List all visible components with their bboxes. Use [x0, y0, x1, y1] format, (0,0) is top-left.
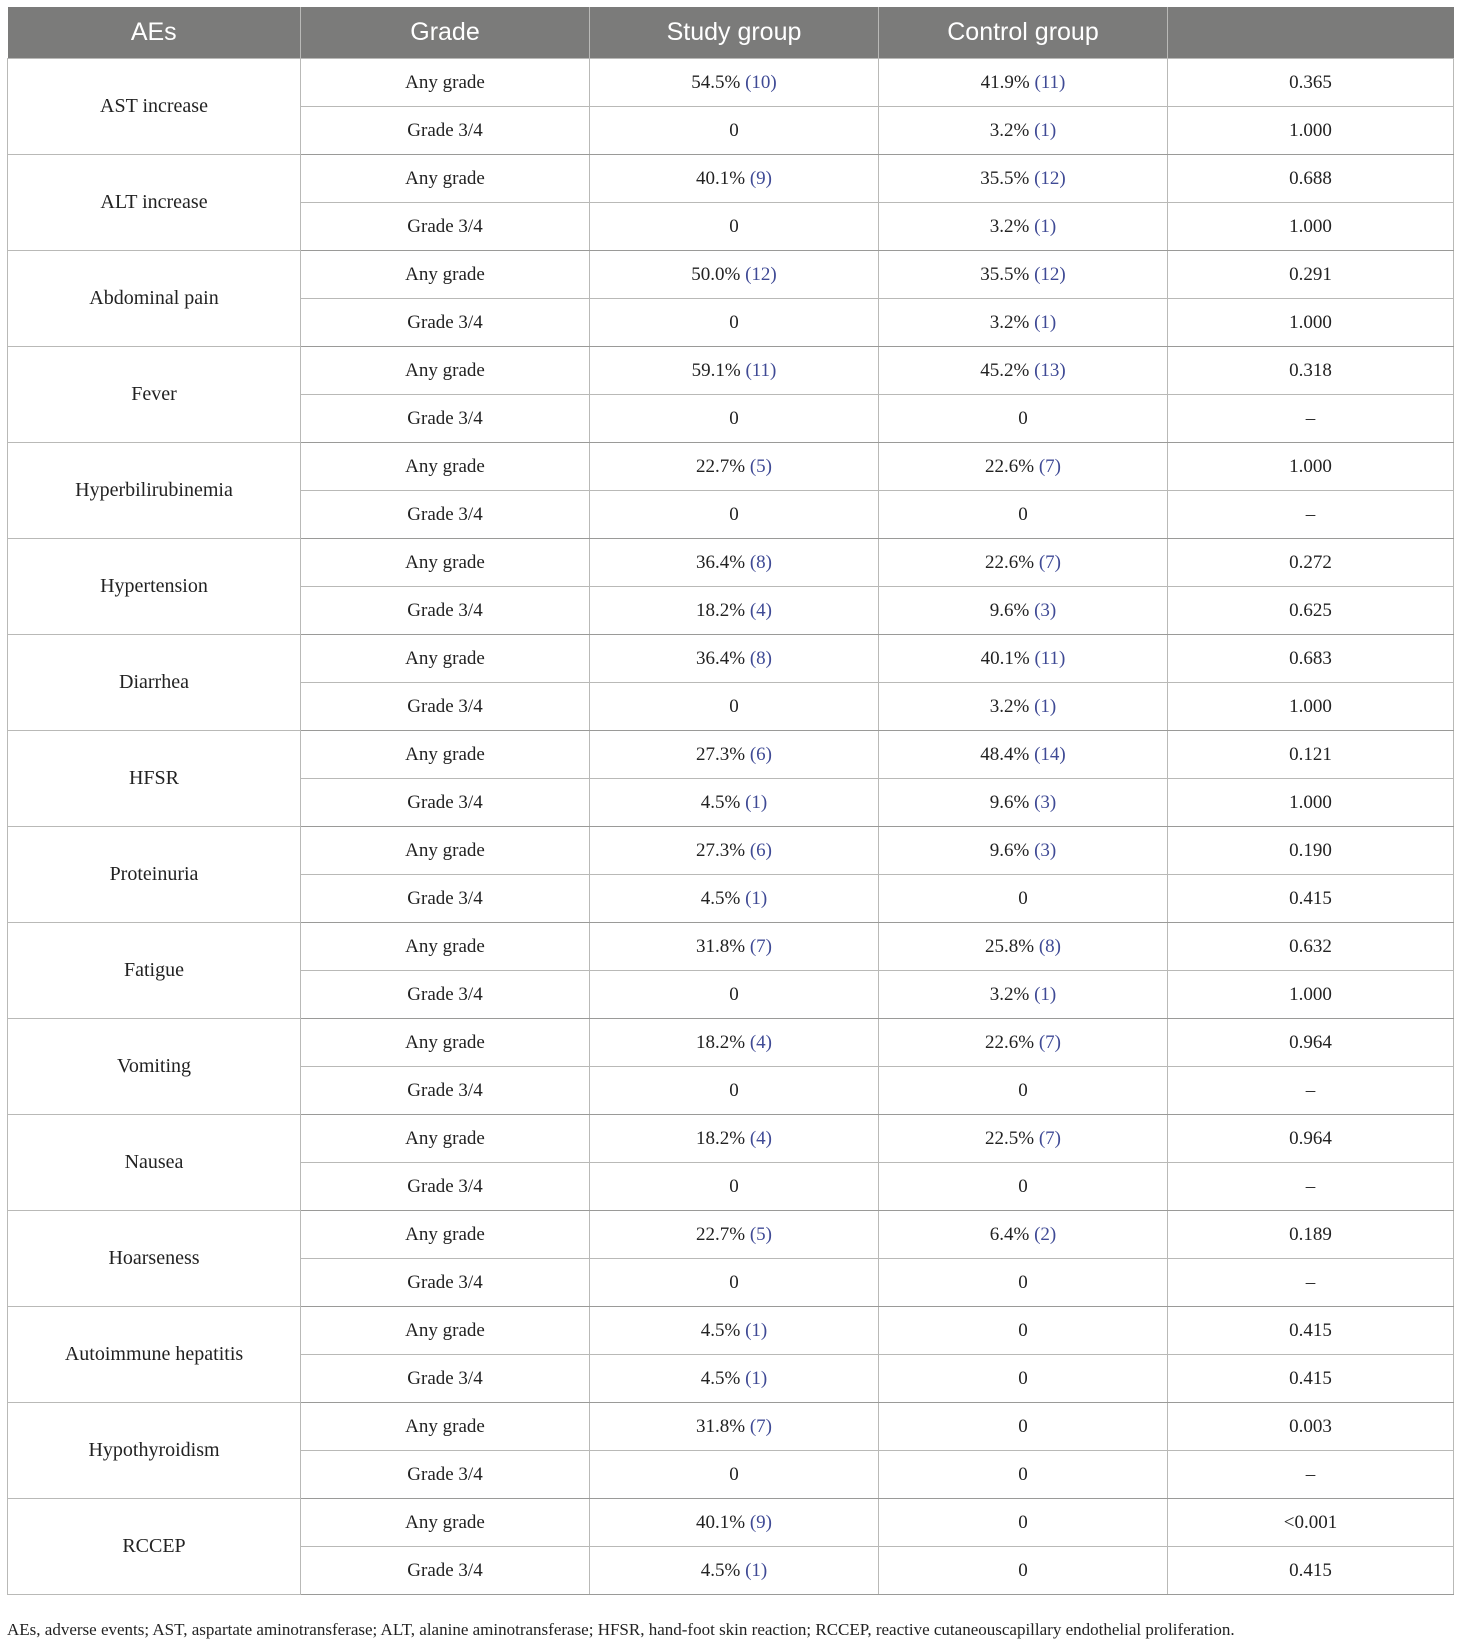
control-group-cell-count: (11) [1034, 71, 1066, 93]
control-group-cell-count: (7) [1038, 551, 1061, 573]
control-group-cell: 0 [879, 395, 1168, 443]
p-value-cell: 1.000 [1168, 107, 1454, 155]
grade-cell: Any grade [301, 347, 590, 395]
control-group-cell: 0 [879, 1499, 1168, 1547]
grade-cell: Grade 3/4 [301, 1163, 590, 1211]
study-group-cell-percent: 40.1% [696, 1511, 750, 1533]
study-group-cell-percent: 36.4% [696, 647, 750, 669]
ae-name-cell: Fever [8, 347, 301, 443]
header-p-value [1168, 7, 1454, 59]
control-group-cell-count: (1) [1034, 311, 1057, 333]
p-value-cell: <0.001 [1168, 1499, 1454, 1547]
study-group-cell [590, 539, 879, 587]
control-group-cell-count: (7) [1038, 455, 1061, 477]
control-group-cell-count: (1) [1034, 119, 1057, 141]
study-group-cell-count: (1) [745, 791, 768, 813]
control-group-cell [879, 827, 1168, 875]
control-group-cell [879, 971, 1168, 1019]
study-group-cell-percent: 4.5% [700, 1559, 746, 1581]
study-group-cell: 0 [590, 107, 879, 155]
study-group-cell-percent: 22.7% [696, 455, 750, 477]
control-group-cell-percent: 9.6% [989, 791, 1035, 813]
control-group-cell [879, 587, 1168, 635]
control-group-cell-percent: 41.9% [980, 71, 1035, 93]
grade-cell: Grade 3/4 [301, 1067, 590, 1115]
study-group-cell-percent: 40.1% [696, 167, 750, 189]
study-group-cell-percent: 18.2% [696, 1031, 750, 1053]
table-header [8, 7, 1454, 59]
p-value-cell: 1.000 [1168, 203, 1454, 251]
control-group-cell-percent: 25.8% [985, 935, 1039, 957]
ae-name-cell: Hypothyroidism [8, 1403, 301, 1499]
control-group-cell: 0 [879, 491, 1168, 539]
table-row [8, 635, 1454, 683]
control-group-cell [879, 1211, 1168, 1259]
grade-cell: Grade 3/4 [301, 1355, 590, 1403]
control-group-cell [879, 347, 1168, 395]
grade-cell: Any grade [301, 1115, 590, 1163]
control-group-cell [879, 299, 1168, 347]
study-group-cell [590, 779, 879, 827]
study-group-cell-count: (1) [745, 887, 768, 909]
study-group-cell-count: (9) [749, 167, 772, 189]
control-group-cell-count: (2) [1034, 1223, 1057, 1245]
study-group-cell [590, 1403, 879, 1451]
control-group-cell-count: (12) [1034, 167, 1066, 189]
control-group-cell-percent: 22.6% [985, 551, 1039, 573]
study-group-cell-count: (4) [749, 1031, 772, 1053]
grade-cell: Grade 3/4 [301, 1259, 590, 1307]
p-value-cell: 0.415 [1168, 1355, 1454, 1403]
table-row [8, 155, 1454, 203]
study-group-cell-percent: 4.5% [700, 1319, 746, 1341]
control-group-cell [879, 155, 1168, 203]
study-group-cell-count: (5) [749, 1223, 772, 1245]
control-group-cell-percent: 35.5% [980, 263, 1035, 285]
ae-name-cell: Hoarseness [8, 1211, 301, 1307]
study-group-cell [590, 635, 879, 683]
control-group-cell-percent: 9.6% [989, 599, 1035, 621]
grade-cell: Any grade [301, 59, 590, 107]
p-value-cell: 0.291 [1168, 251, 1454, 299]
study-group-cell [590, 443, 879, 491]
p-value-cell: 0.189 [1168, 1211, 1454, 1259]
grade-cell: Any grade [301, 827, 590, 875]
study-group-cell-count: (7) [749, 1415, 772, 1437]
study-group-cell-percent: 36.4% [696, 551, 750, 573]
control-group-cell [879, 923, 1168, 971]
ae-name-cell: Proteinuria [8, 827, 301, 923]
p-value-cell: 0.632 [1168, 923, 1454, 971]
control-group-cell-count: (3) [1034, 599, 1057, 621]
grade-cell: Any grade [301, 635, 590, 683]
study-group-cell [590, 587, 879, 635]
study-group-cell-percent: 27.3% [696, 743, 750, 765]
grade-cell: Grade 3/4 [301, 683, 590, 731]
control-group-cell-count: (7) [1038, 1031, 1061, 1053]
control-group-cell-percent: 22.5% [985, 1127, 1039, 1149]
ae-name-cell: AST increase [8, 59, 301, 155]
control-group-cell-percent: 35.5% [980, 167, 1035, 189]
control-group-cell-count: (1) [1034, 983, 1057, 1005]
study-group-cell: 0 [590, 1451, 879, 1499]
table-row [8, 251, 1454, 299]
control-group-cell [879, 635, 1168, 683]
study-group-cell-count: (10) [745, 71, 777, 93]
control-group-cell [879, 107, 1168, 155]
study-group-cell-percent: 31.8% [696, 1415, 750, 1437]
table-row [8, 827, 1454, 875]
table-footnote: AEs, adverse events; AST, aspartate aminotransferase; ALT, alanine aminotransferase; HFSR, hand-foot skin reaction; RCCEP, reactive cutaneouscapillary endothelial proliferation. [7, 1620, 1235, 1639]
p-value-cell: 1.000 [1168, 443, 1454, 491]
control-group-cell-percent: 3.2% [989, 311, 1035, 333]
grade-cell: Any grade [301, 731, 590, 779]
study-group-cell: 0 [590, 1163, 879, 1211]
p-value-cell: 0.318 [1168, 347, 1454, 395]
control-group-cell-percent: 40.1% [980, 647, 1035, 669]
table-row [8, 1115, 1454, 1163]
header-row [8, 7, 1454, 59]
control-group-cell-count: (1) [1034, 695, 1057, 717]
ae-name-cell: Nausea [8, 1115, 301, 1211]
table-row [8, 347, 1454, 395]
control-group-cell-percent: 6.4% [989, 1223, 1035, 1245]
study-group-cell-count: (1) [745, 1559, 768, 1581]
ae-name-cell: Diarrhea [8, 635, 301, 731]
study-group-cell-count: (4) [749, 599, 772, 621]
p-value-cell: 0.415 [1168, 875, 1454, 923]
header-aes: AEs [8, 7, 301, 59]
ae-name-cell: Autoimmune hepatitis [8, 1307, 301, 1403]
study-group-cell-count: (8) [749, 647, 772, 669]
control-group-cell [879, 539, 1168, 587]
ae-name-cell: RCCEP [8, 1499, 301, 1595]
table-row [8, 731, 1454, 779]
study-group-cell [590, 1355, 879, 1403]
control-group-cell-count: (8) [1038, 935, 1061, 957]
study-group-cell [590, 1115, 879, 1163]
table-body [8, 59, 1454, 1595]
grade-cell: Any grade [301, 251, 590, 299]
p-value-cell: 1.000 [1168, 971, 1454, 1019]
grade-cell: Any grade [301, 1403, 590, 1451]
study-group-cell [590, 1307, 879, 1355]
ae-name-cell: Hyperbilirubinemia [8, 443, 301, 539]
control-group-cell [879, 59, 1168, 107]
control-group-cell: 0 [879, 1403, 1168, 1451]
grade-cell: Any grade [301, 443, 590, 491]
table-row [8, 539, 1454, 587]
control-group-cell-count: (3) [1034, 791, 1057, 813]
p-value-cell: 0.121 [1168, 731, 1454, 779]
p-value-cell: 0.964 [1168, 1115, 1454, 1163]
p-value-cell: 1.000 [1168, 779, 1454, 827]
p-value-cell: 0.415 [1168, 1547, 1454, 1595]
study-group-cell [590, 923, 879, 971]
control-group-cell [879, 683, 1168, 731]
control-group-cell: 0 [879, 1547, 1168, 1595]
study-group-cell-percent: 18.2% [696, 599, 750, 621]
grade-cell: Grade 3/4 [301, 107, 590, 155]
p-value-cell: – [1168, 395, 1454, 443]
adverse-events-table [7, 7, 1454, 1595]
study-group-cell [590, 347, 879, 395]
p-value-cell: 1.000 [1168, 683, 1454, 731]
study-group-cell [590, 155, 879, 203]
p-value-cell: – [1168, 491, 1454, 539]
control-group-cell-count: (11) [1034, 647, 1066, 669]
study-group-cell [590, 59, 879, 107]
p-value-cell: 0.272 [1168, 539, 1454, 587]
study-group-cell-percent: 18.2% [696, 1127, 750, 1149]
p-value-cell: – [1168, 1259, 1454, 1307]
control-group-cell: 0 [879, 1355, 1168, 1403]
study-group-cell-percent: 4.5% [700, 1367, 746, 1389]
ae-name-cell: Fatigue [8, 923, 301, 1019]
study-group-cell-count: (1) [745, 1319, 768, 1341]
grade-cell: Grade 3/4 [301, 203, 590, 251]
grade-cell: Any grade [301, 1019, 590, 1067]
control-group-cell: 0 [879, 1259, 1168, 1307]
table-row [8, 1019, 1454, 1067]
study-group-cell-count: (6) [749, 839, 772, 861]
study-group-cell-count: (6) [749, 743, 772, 765]
control-group-cell-count: (7) [1038, 1127, 1061, 1149]
study-group-cell-percent: 22.7% [696, 1223, 750, 1245]
control-group-cell-percent: 45.2% [980, 359, 1035, 381]
study-group-cell-percent: 54.5% [691, 71, 746, 93]
control-group-cell [879, 203, 1168, 251]
p-value-cell: 0.688 [1168, 155, 1454, 203]
ae-name-cell: HFSR [8, 731, 301, 827]
study-group-cell: 0 [590, 1067, 879, 1115]
ae-name-cell: ALT increase [8, 155, 301, 251]
table-row [8, 1499, 1454, 1547]
control-group-cell-count: (3) [1034, 839, 1057, 861]
grade-cell: Any grade [301, 1499, 590, 1547]
table-row [8, 1211, 1454, 1259]
grade-cell: Grade 3/4 [301, 395, 590, 443]
table-row [8, 59, 1454, 107]
grade-cell: Grade 3/4 [301, 299, 590, 347]
adverse-events-table-container [7, 7, 1453, 1595]
study-group-cell: 0 [590, 971, 879, 1019]
study-group-cell-count: (1) [745, 1367, 768, 1389]
study-group-cell [590, 875, 879, 923]
ae-name-cell: Hypertension [8, 539, 301, 635]
control-group-cell-percent: 9.6% [989, 839, 1035, 861]
grade-cell: Any grade [301, 539, 590, 587]
header-control-group: Control group [879, 7, 1168, 59]
control-group-cell-percent: 3.2% [989, 215, 1035, 237]
table-row [8, 923, 1454, 971]
p-value-cell: 0.415 [1168, 1307, 1454, 1355]
study-group-cell-percent: 4.5% [700, 887, 746, 909]
control-group-cell: 0 [879, 1307, 1168, 1355]
study-group-cell: 0 [590, 203, 879, 251]
study-group-cell-count: (12) [745, 263, 777, 285]
control-group-cell: 0 [879, 1451, 1168, 1499]
grade-cell: Grade 3/4 [301, 875, 590, 923]
control-group-cell [879, 1115, 1168, 1163]
grade-cell: Grade 3/4 [301, 587, 590, 635]
study-group-cell-count: (9) [749, 1511, 772, 1533]
study-group-cell-count: (4) [749, 1127, 772, 1149]
grade-cell: Grade 3/4 [301, 1547, 590, 1595]
study-group-cell-percent: 27.3% [696, 839, 750, 861]
control-group-cell-percent: 22.6% [985, 1031, 1039, 1053]
table-row [8, 1403, 1454, 1451]
control-group-cell [879, 1019, 1168, 1067]
control-group-cell-percent: 48.4% [980, 743, 1035, 765]
study-group-cell [590, 1499, 879, 1547]
grade-cell: Any grade [301, 923, 590, 971]
study-group-cell [590, 251, 879, 299]
p-value-cell: – [1168, 1163, 1454, 1211]
p-value-cell: 0.003 [1168, 1403, 1454, 1451]
control-group-cell-percent: 22.6% [985, 455, 1039, 477]
grade-cell: Any grade [301, 155, 590, 203]
p-value-cell: 1.000 [1168, 299, 1454, 347]
study-group-cell [590, 1211, 879, 1259]
study-group-cell-count: (8) [749, 551, 772, 573]
study-group-cell: 0 [590, 683, 879, 731]
control-group-cell: 0 [879, 1163, 1168, 1211]
study-group-cell [590, 827, 879, 875]
study-group-cell: 0 [590, 299, 879, 347]
header-grade: Grade [301, 7, 590, 59]
p-value-cell: – [1168, 1451, 1454, 1499]
ae-name-cell: Vomiting [8, 1019, 301, 1115]
grade-cell: Grade 3/4 [301, 1451, 590, 1499]
control-group-cell-count: (14) [1034, 743, 1066, 765]
study-group-cell: 0 [590, 395, 879, 443]
p-value-cell: 0.190 [1168, 827, 1454, 875]
p-value-cell: 0.683 [1168, 635, 1454, 683]
p-value-cell: – [1168, 1067, 1454, 1115]
study-group-cell-count: (5) [749, 455, 772, 477]
table-row [8, 443, 1454, 491]
study-group-cell-percent: 59.1% [691, 359, 746, 381]
p-value-cell: 0.365 [1168, 59, 1454, 107]
grade-cell: Any grade [301, 1211, 590, 1259]
p-value-cell: 0.625 [1168, 587, 1454, 635]
study-group-cell-count: (11) [745, 359, 777, 381]
control-group-cell-percent: 3.2% [989, 119, 1035, 141]
control-group-cell [879, 251, 1168, 299]
study-group-cell [590, 1019, 879, 1067]
study-group-cell-percent: 31.8% [696, 935, 750, 957]
control-group-cell-count: (13) [1034, 359, 1066, 381]
grade-cell: Grade 3/4 [301, 971, 590, 1019]
control-group-cell [879, 731, 1168, 779]
study-group-cell [590, 1547, 879, 1595]
study-group-cell: 0 [590, 491, 879, 539]
control-group-cell [879, 779, 1168, 827]
study-group-cell-count: (7) [749, 935, 772, 957]
control-group-cell-percent: 3.2% [989, 983, 1035, 1005]
table-row [8, 1307, 1454, 1355]
study-group-cell: 0 [590, 1259, 879, 1307]
control-group-cell-percent: 3.2% [989, 695, 1035, 717]
grade-cell: Any grade [301, 1307, 590, 1355]
control-group-cell-count: (1) [1034, 215, 1057, 237]
header-study-group: Study group [590, 7, 879, 59]
control-group-cell: 0 [879, 875, 1168, 923]
study-group-cell [590, 731, 879, 779]
study-group-cell-percent: 50.0% [691, 263, 746, 285]
grade-cell: Grade 3/4 [301, 779, 590, 827]
grade-cell: Grade 3/4 [301, 491, 590, 539]
p-value-cell: 0.964 [1168, 1019, 1454, 1067]
control-group-cell-count: (12) [1034, 263, 1066, 285]
control-group-cell [879, 443, 1168, 491]
study-group-cell-percent: 4.5% [700, 791, 746, 813]
control-group-cell: 0 [879, 1067, 1168, 1115]
ae-name-cell: Abdominal pain [8, 251, 301, 347]
